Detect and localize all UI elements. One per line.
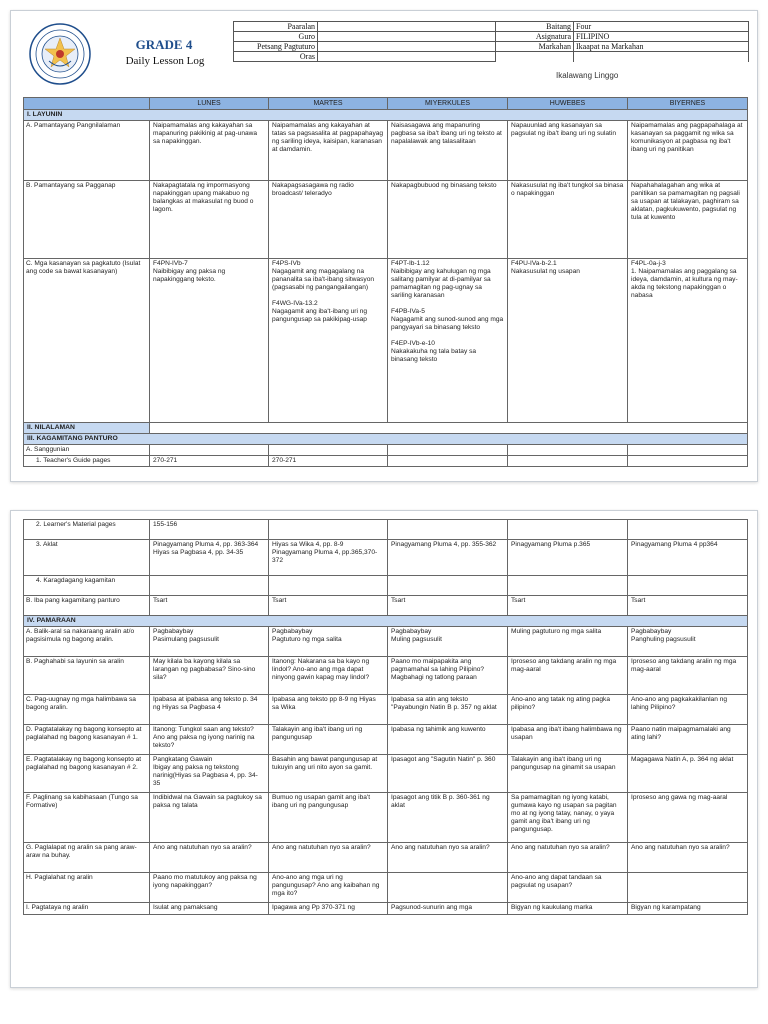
table-cell [508, 456, 628, 467]
table-cell: Sa pamamagitan ng iyong katabi, gumawa kayo ng usapan sa pagitan mo at ng iyong tatay, nanay, o yaya gamit ang iba't ibang uri ng pangungusap. [508, 793, 628, 843]
table-cell: Ipasagot ang titik B p. 360-361 ng aklat [388, 793, 508, 843]
table-cell [628, 456, 748, 467]
row-label: B. Iba pang kagamitang panturo [24, 596, 150, 616]
table-cell: Bigyan ng karampatang [628, 903, 748, 915]
table-cell [388, 873, 508, 903]
value-petsa [318, 42, 496, 52]
table-cell: Ipabasa ang iba't ibang halimbawa ng usapan [508, 725, 628, 755]
row-label: H. Paglalahat ng aralin [24, 873, 150, 903]
table-cell: Tsart [628, 596, 748, 616]
grade-title: GRADE 4 [135, 37, 193, 52]
section-layunin [24, 110, 748, 121]
table-cell: Ipabasa ng tahimik ang kuwento [388, 725, 508, 755]
table-cell: Napahahalagahan ang wika at panitikan sa pamamagitan ng pagsali sa usapan at talakayan, paghiram sa aklatan, pagkukuwento, pagsulat ng tula at kuwento [628, 181, 748, 259]
document-page-1 [10, 10, 758, 482]
table-cell: Isulat ang pamaksang [150, 903, 269, 915]
table-cell: Ano ang natutuhan nyo sa aralin? [269, 843, 388, 873]
table-cell: Naipamamalas ang kakayahan sa mapanuring pakikinig at pag-unawa sa napakinggan. [150, 121, 269, 181]
table-row [24, 755, 748, 793]
table-row [24, 873, 748, 903]
table-cell: 155-156 [150, 520, 269, 540]
table-cell: Ano ang natutuhan nyo sa aralin? [150, 843, 269, 873]
table-cell: Naipamamalas ang kakayahan at tatas sa pagsasalita at pagpapahayag ng sariling ideya, kaisipan, karanasan at damdamin. [269, 121, 388, 181]
week-label: Ikalawang Linggo [556, 71, 619, 80]
table-cell: Iproseso ang gawa ng mag-aaral [628, 793, 748, 843]
table-cell: 270-271 [150, 456, 269, 467]
table-cell: Nakapagsasagawa ng radio broadcast/ teleradyo [269, 181, 388, 259]
table-cell: Naisasagawa ang mapanuring pagbasa sa iba't ibang uri ng teksto at napalalawak ang talasalitaan [388, 121, 508, 181]
table-cell: Nakapagbubuod ng binasang teksto [388, 181, 508, 259]
table-cell: Hiyas sa Wika 4, pp. 8-9 Pinagyamang Pluma 4, pp.365,370-372 [269, 540, 388, 576]
row-label: I. Pagtataya ng aralin [24, 903, 150, 915]
table-row [24, 520, 748, 540]
table-row [24, 627, 748, 657]
table-cell: Ipagawa ang Pp 370-371 ng [269, 903, 388, 915]
table-cell: Tsart [150, 596, 269, 616]
table-cell: Ano ang natutuhan nyo sa aralin? [388, 843, 508, 873]
table-cell: Pagbabaybay Pagtuturo ng mga salita [269, 627, 388, 657]
table-cell: Bigyan ng kaukulang marka [508, 903, 628, 915]
table-row [24, 725, 748, 755]
row-label: 1. Teacher's Guide pages [24, 456, 150, 467]
table-cell: Pinagyamang Pluma 4, pp. 363-364 Hiyas sa Pagbasa 4, pp. 34-35 [150, 540, 269, 576]
value-guro [318, 32, 496, 42]
table-row [24, 657, 748, 695]
table-cell: Pagsunod-sunurin ang mga [388, 903, 508, 915]
label-markahan: Markahan [496, 42, 574, 52]
log-title: Daily Lesson Log [125, 55, 205, 67]
section-title: IV. PAMARAAN [24, 616, 748, 627]
row-label: B. Paghahabi sa layunin sa aralin [24, 657, 150, 695]
value-baitang: Four [574, 22, 749, 32]
table-cell: Talakayin ang iba't ibang uri ng pangungusap na ginamit sa usapan [508, 755, 628, 793]
table-row [24, 181, 748, 259]
table-cell: Pinagyamang Pluma 4 pp364 [628, 540, 748, 576]
table-row [24, 596, 748, 616]
table-cell: Ano ang natutuhan nyo sa aralin? [508, 843, 628, 873]
table-cell: Pinagyamang Pluma p.365 [508, 540, 628, 576]
day-biyernes: BIYERNES [628, 98, 748, 110]
deped-seal-icon [29, 23, 91, 85]
table-cell: Pinagyamang Pluma 4, pp. 355-362 [388, 540, 508, 576]
row-label: F. Paglinang sa kabihasaan (Tungo sa Formative) [24, 793, 150, 843]
day-martes: MARTES [269, 98, 388, 110]
table-cell: 270-271 [269, 456, 388, 467]
table-row [24, 259, 748, 423]
table-cell: Paano mo maipapakita ang pagmamahal sa lahing Pilipino? Magbahagi ng tatlong paraan [388, 657, 508, 695]
table-cell [388, 520, 508, 540]
table-cell: Talakayin ang iba't ibang uri ng pangungusap [269, 725, 388, 755]
table-cell: Ipabasa sa atin ang teksto "Payabungin Natin B p. 357 ng aklat [388, 695, 508, 725]
table-row [24, 121, 748, 181]
table-cell: Itanong: Nakarana sa ba kayo ng lindol? Ano-ano ang mga dapat ninyong gawin kapag may lindol? [269, 657, 388, 695]
table-cell [388, 456, 508, 467]
table-cell: Nakapagtatala ng impormasyong napakinggan upang makabuo ng balangkas at makasulat ng buod o lagom. [150, 181, 269, 259]
table-cell: Muling pagtuturo ng mga salita [508, 627, 628, 657]
table-cell: Indibidwal na Gawain sa pagtukoy sa paksa ng talata [150, 793, 269, 843]
table-cell: Pagbabaybay Panghuling pagsusulit [628, 627, 748, 657]
section-kagamitan [24, 434, 748, 445]
header-info-table [233, 21, 749, 62]
table-row [24, 793, 748, 843]
table-cell: Ano-ano ang tatak ng ating pagka pilipino? [508, 695, 628, 725]
row-label: D. Pagtatalakay ng bagong konsepto at paglalahad ng bagong kasanayan # 1. [24, 725, 150, 755]
row-label: G. Paglalapat ng aralin sa pang araw-araw na buhay. [24, 843, 150, 873]
table-cell: Napauunlad ang kasanayan sa pagsulat ng iba't ibang uri ng sulatin [508, 121, 628, 181]
section-nilalaman [24, 423, 748, 434]
table-row [24, 843, 748, 873]
section-title: II. NILALAMAN [24, 423, 150, 434]
table-cell: Tsart [508, 596, 628, 616]
row-label: E. Pagtatalakay ng bagong konsepto at paglalahad ng bagong kasanayan # 2. [24, 755, 150, 793]
table-cell [628, 873, 748, 903]
table-cell [628, 520, 748, 540]
lesson-log-header [23, 21, 745, 89]
table-cell [508, 520, 628, 540]
row-label: A. Sanggunian [24, 445, 150, 456]
table-cell: F4PN-IVb-7 Naibibigay ang paksa ng napakinggang teksto. [150, 259, 269, 423]
table-cell: May kilala ba kayong kilala sa larangan ng pagbabasa? Sino-sino sila? [150, 657, 269, 695]
label-petsa: Petsang Pagtuturo [234, 42, 318, 52]
table-cell: Magagawa Natin A, p. 364 ng aklat [628, 755, 748, 793]
days-header-row [24, 98, 748, 110]
table-cell: F4PT-Ib-1.12 Naibibigay ang kahulugan ng mga salitang pamilyar at di-pamilyar sa pamamagitan ng pag-ugnay sa sariling karanasan F4PB-IVa-5 Nagagamit ang sunod-sunod ang mga pangyayari sa binasang teksto F4EP-IVb-e-10 Nakakakuha ng tala batay sa binasang teksto [388, 259, 508, 423]
day-miyerkules: MIYERKULES [388, 98, 508, 110]
table-cell: Paano mo matutukoy ang paksa ng iyong napakinggan? [150, 873, 269, 903]
table-cell [269, 520, 388, 540]
table-cell: Naipamamalas ang pagpapahalaga at kasanayan sa paggamit ng wika sa komunikasyon at pagbasa ng iba't ibang uri ng panitikan [628, 121, 748, 181]
label-oras: Oras [234, 52, 318, 62]
page-2-content [23, 519, 745, 915]
row-label: B. Pamantayang sa Pagganap [24, 181, 150, 259]
label-asignatura: Asignatura [496, 32, 574, 42]
day-huwebes: HUWEBES [508, 98, 628, 110]
document-page-2 [10, 510, 758, 988]
section-title: III. KAGAMITANG PANTURO [24, 434, 748, 445]
label-guro: Guro [234, 32, 318, 42]
value-markahan: Ikaapat na Markahan [574, 42, 749, 52]
table-cell: F4PU-IVa-b-2.1 Nakasusulat ng usapan [508, 259, 628, 423]
table-cell: Bumuo ng usapan gamit ang iba't ibang uri ng pangungusap [269, 793, 388, 843]
table-cell: Itanong: Tungkol saan ang teksto? Ano ang paksa ng iyong narinig na teksto? [150, 725, 269, 755]
table-row [24, 903, 748, 915]
row-label: 2. Learner's Material pages [24, 520, 150, 540]
table-cell: Ano-ano ang pagkakakilanlan ng lahing Pilipino? [628, 695, 748, 725]
table-cell: F4PS-IVb Nagagamit ang magagalang na pananalita sa iba't-ibang sitwasyon (pagsasabi ng pangangailangan) F4WG-IVa-13.2 Nagagamit ang iba't-ibang uri ng pangungusap sa pakikipag-usap [269, 259, 388, 423]
table-cell: Ipabasa ang teksto pp 8-9 ng Hiyas sa Wika [269, 695, 388, 725]
section-pamaraan [24, 616, 748, 627]
lesson-log-table-2 [23, 519, 748, 915]
table-cell: Ipasagot ang "Sagutin Natin" p. 360 [388, 755, 508, 793]
table-cell: Ano-ano ang mga uri ng pangungusap? Ano ang kaibahan ng mga ito? [269, 873, 388, 903]
table-row [24, 445, 748, 456]
row-label: C. Pag-uugnay ng mga halimbawa sa bagong aralin. [24, 695, 150, 725]
table-cell: Paano natin maipagmamalaki ang ating lahi? [628, 725, 748, 755]
table-cell: Pagbabaybay Pasimulang pagsusulit [150, 627, 269, 657]
table-cell: Pagbabaybay Muling pagsusulit [388, 627, 508, 657]
table-cell: Basahin ang bawat pangungusap at tukuyin ang uri nito ayon sa gamit. [269, 755, 388, 793]
table-row [24, 576, 748, 596]
table-cell: Tsart [388, 596, 508, 616]
row-label: A. Pamantayang Pangnilalaman [24, 121, 150, 181]
row-label: C. Mga kasanayan sa pagkatuto (Isulat ang code sa bawat kasanayan) [24, 259, 150, 423]
table-cell: Iproseso ang takdang aralin ng mga mag-aaral [508, 657, 628, 695]
row-label: A. Balik-aral sa nakaraang aralin at/o pagsisimula ng bagong aralin. [24, 627, 150, 657]
section-title: I. LAYUNIN [24, 110, 748, 121]
row-label: 4. Karagdagang kagamitan [24, 576, 150, 596]
table-row [24, 456, 748, 467]
table-cell: Ano-ano ang dapat tandaan sa pagsulat ng usapan? [508, 873, 628, 903]
table-row [24, 540, 748, 576]
page-1-content [23, 21, 745, 467]
table-cell: Tsart [269, 596, 388, 616]
table-cell: Nakasusulat ng iba't tungkol sa binasa o napakinggan [508, 181, 628, 259]
value-paaralan [318, 22, 496, 32]
table-cell: F4PL-0a-j-3 1. Naipamamalas ang paggalang sa ideya, damdamin, at kultura ng may-akda ng tekstong napakinggan o nabasa [628, 259, 748, 423]
table-cell: Iproseso ang takdang aralin ng mga mag-aaral [628, 657, 748, 695]
day-lunes: LUNES [150, 98, 269, 110]
table-cell: Ipabasa at ipabasa ang teksto p. 34 ng Hiyas sa Pagbasa 4 [150, 695, 269, 725]
row-label: 3. Aklat [24, 540, 150, 576]
value-asignatura: FILIPINO [574, 32, 749, 42]
lesson-log-table-1 [23, 97, 748, 467]
label-baitang: Baitang [496, 22, 574, 32]
table-cell: Ano ang natutuhan nyo sa aralin? [628, 843, 748, 873]
table-cell: Pangkatang Gawain Ibigay ang paksa ng tekstong narinig(Hiyas sa Pagbasa 4, pp. 34-35 [150, 755, 269, 793]
table-row [24, 695, 748, 725]
value-oras [318, 52, 496, 62]
label-paaralan: Paaralan [234, 22, 318, 32]
